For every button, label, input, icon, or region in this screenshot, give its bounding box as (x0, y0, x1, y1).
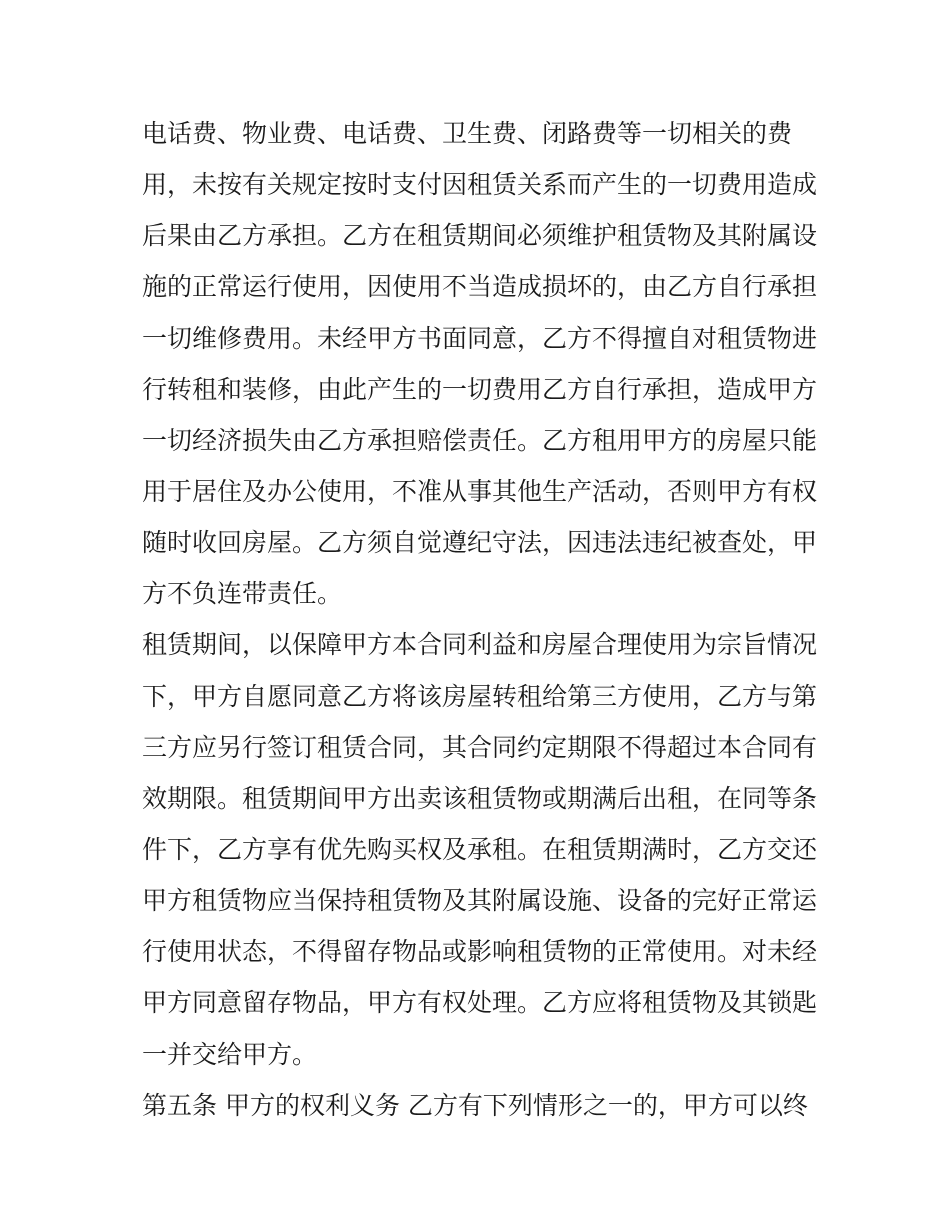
text-line: 一切维修费用。未经甲方书面同意，乙方不得擅自对租赁物进 (142, 323, 818, 353)
text-line: 第五条 甲方的权利义务 乙方有下列情形之一的，甲方可以终 (142, 1090, 808, 1120)
text-line: 甲方同意留存物品，甲方有权处理。乙方应将租赁物及其锁匙 (142, 988, 818, 1018)
text-line: 用，未按有关规定按时支付因租赁关系而产生的一切费用造成 (142, 170, 818, 200)
text-line: 行使用状态，不得留存物品或影响租赁物的正常使用。对未经 (142, 937, 818, 967)
text-line: 下，甲方自愿同意乙方将该房屋转租给第三方使用，乙方与第 (142, 681, 818, 711)
text-line: 租赁期间，以保障甲方本合同利益和房屋合理使用为宗旨情况 (142, 630, 818, 660)
text-line: 后果由乙方承担。乙方在租赁期间必须维护租赁物及其附属设 (142, 221, 818, 251)
text-line: 一并交给甲方。 (142, 1039, 318, 1069)
text-line: 行转租和装修，由此产生的一切费用乙方自行承担，造成甲方 (142, 374, 818, 404)
text-line: 施的正常运行使用，因使用不当造成损坏的，由乙方自行承担 (142, 272, 818, 302)
text-line: 效期限。租赁期间甲方出卖该租赁物或期满后出租，在同等条 (142, 783, 818, 813)
text-line: 一切经济损失由乙方承担赔偿责任。乙方租用甲方的房屋只能 (142, 425, 818, 455)
text-line: 方不负连带责任。 (142, 579, 343, 609)
text-line: 甲方租赁物应当保持租赁物及其附属设施、设备的完好正常运 (142, 886, 818, 916)
text-line: 三方应另行签订租赁合同，其合同约定期限不得超过本合同有 (142, 732, 818, 762)
document-body (142, 108, 822, 1131)
text-line: 件下，乙方享有优先购买权及承租。在租赁期满时，乙方交还 (142, 834, 818, 864)
text-line: 随时收回房屋。乙方须自觉遵纪守法，因违法违纪被查处，甲 (142, 528, 818, 558)
text-line: 电话费、物业费、电话费、卫生费、闭路费等一切相关的费 (142, 119, 793, 148)
text-line: 用于居住及办公使用，不准从事其他生产活动，否则甲方有权 (142, 476, 818, 506)
